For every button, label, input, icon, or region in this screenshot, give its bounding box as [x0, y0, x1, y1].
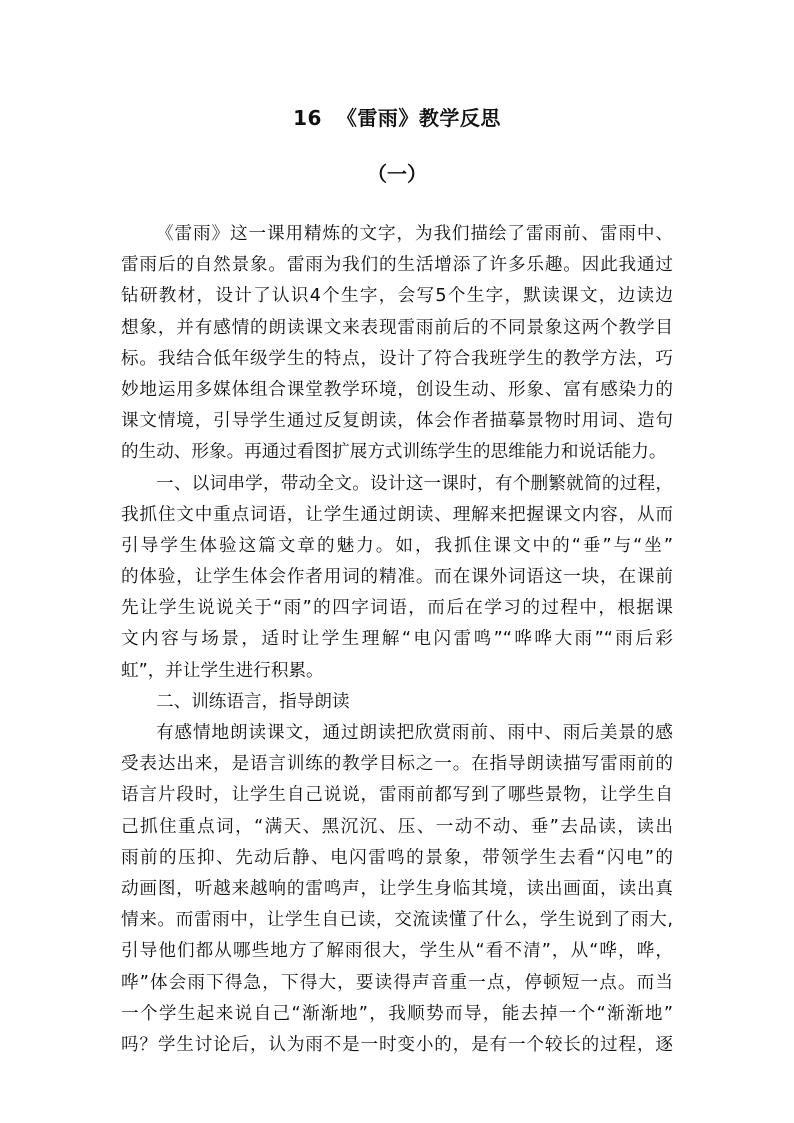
text-line: 虹”，并让学生进行积累。: [121, 660, 324, 681]
text-line: 情来。而雷雨中，让学生自已读，交流读懂了什么，学生说到了雨大,: [121, 910, 673, 931]
text-line: 雨前的压抑、先动后静、电闪雷鸣的景象，带领学生去看“闪电”的: [121, 847, 673, 868]
text-line: 妙地运用多媒体组合课堂教学环境，创设生动、形象、富有感染力的: [121, 379, 673, 400]
text-line: 引导学生体验这篇文章的魅力。如，我抓住课文中的“垂”与“坐”: [121, 535, 673, 556]
text-line: 的体验，让学生体会作者用词的精准。而在课外词语这一块，在课前: [121, 567, 673, 588]
text-line: 己抓住重点词，“满天、黑沉沉、压、一动不动、垂”去品读，读出: [121, 816, 673, 837]
text-line: 《雷雨》这一课用精炼的文字，为我们描绘了雷雨前、雷雨中、: [156, 224, 673, 244]
text-line: 吗？学生讨论后，认为雨不是一时变小的，是有一个较长的过程，逐: [121, 1034, 673, 1055]
text-line: 语言片段时，让学生自己说说，雷雨前都写到了哪些景物，让学生自: [121, 785, 673, 806]
text-line: 受表达出来，是语言训练的教学目标之一。在指导朗读描写雷雨前的: [121, 754, 673, 775]
text-line: 课文情境，引导学生通过反复朗读，体会作者描摹景物时用词、造句: [121, 411, 673, 432]
body-text: [121, 219, 673, 1061]
text-line: 的生动、形象。再通过看图扩展方式训练学生的思维能力和说话能力。: [121, 442, 667, 463]
text-line: 先让学生说说关于“雨”的四字词语，而后在学习的过程中，根据课: [121, 598, 673, 619]
page-title: 16 《雷雨》教学反思: [293, 106, 501, 130]
text-line: 引导他们都从哪些地方了解雨很大，学生从“看不清”，从“哗，哗，: [121, 941, 673, 962]
text-line: 有感情地朗读课文，通过朗读把欣赏雨前、雨中、雨后美景的感: [156, 723, 673, 743]
text-line: 标。我结合低年级学生的特点，设计了符合我班学生的教学方法，巧: [121, 348, 673, 369]
text-line: 想象，并有感情的朗读课文来表现雷雨前后的不同景象这两个教学目: [121, 317, 673, 338]
text-line: 我抓住文中重点词语，让学生通过朗读、理解来把握课文内容，从而: [121, 504, 673, 525]
text-line: 钻研教材，设计了认识4个生字，会写5个生字，默读课文，边读边: [121, 286, 673, 307]
text-line: 哗”体会雨下得急，下得大，要读得声音重一点，停顿短一点。而当: [121, 972, 673, 993]
section-number: （一）: [367, 162, 427, 186]
text-line: 一、以词串学，带动全文。设计这一课时，有个删繁就简的过程，: [156, 473, 673, 494]
text-line: 雷雨后的自然景象。雷雨为我们的生活增添了许多乐趣。因此我通过: [121, 255, 673, 276]
text-line: 动画图，听越来越响的雷鸣声，让学生身临其境，读出画面，读出真: [121, 878, 673, 899]
text-line: 一个学生起来说自己“渐渐地”，我顺势而导，能去掉一个“渐渐地”: [121, 1003, 673, 1024]
section-heading: 二、训练语言，指导朗读: [156, 691, 350, 712]
text-line: 文内容与场景，适时让学生理解“电闪雷鸣”“哗哗大雨”“雨后彩: [121, 629, 673, 650]
